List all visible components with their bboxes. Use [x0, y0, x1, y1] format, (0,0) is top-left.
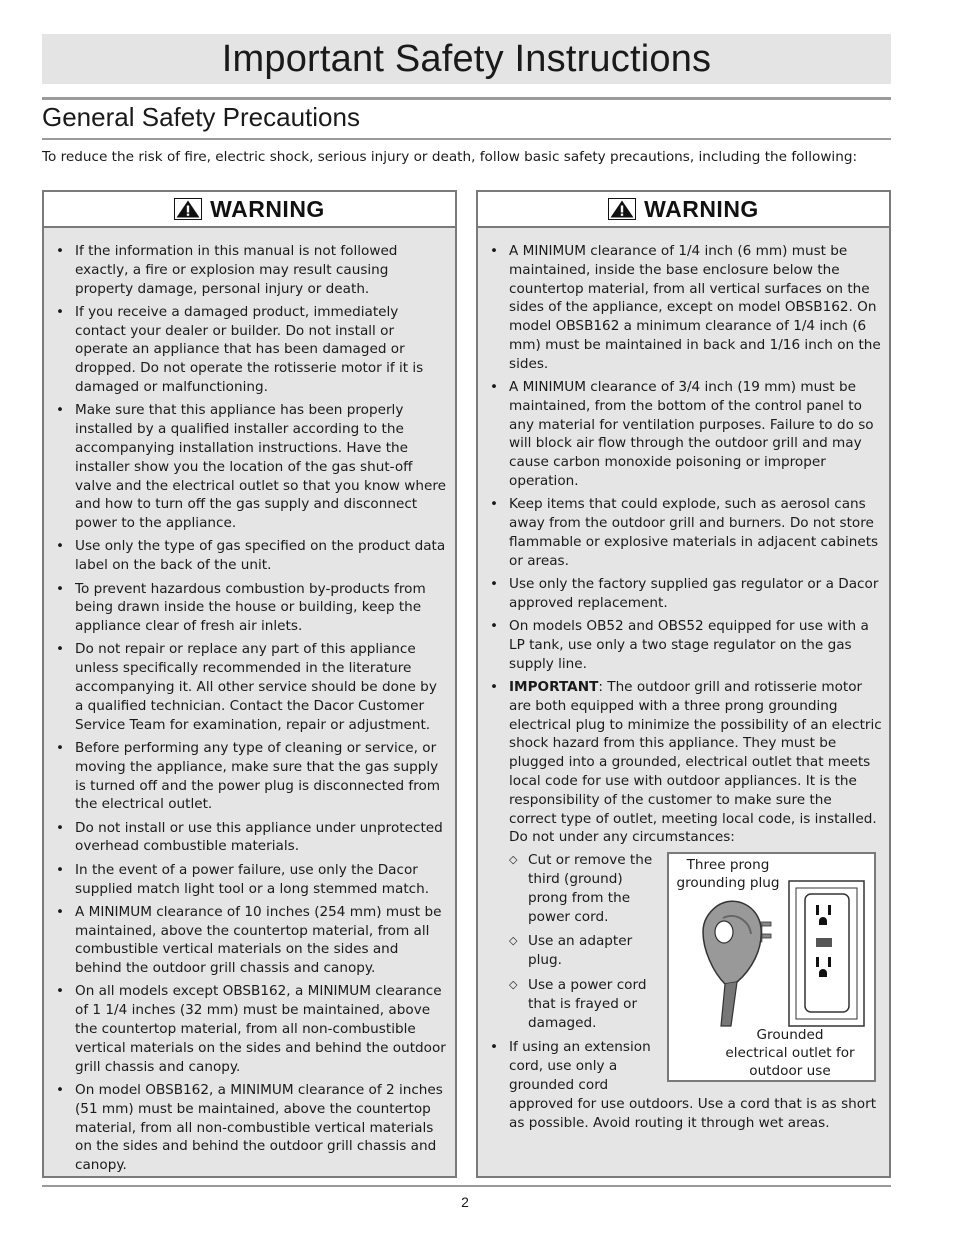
page-number: 2 [461, 1194, 469, 1210]
list-item: • Do not install or use this appliance under unprotected overhead combustible materials. [54, 819, 447, 857]
list-item: • Use only the type of gas specified on the product data label on the back of the unit. [54, 537, 447, 575]
divider-bottom [42, 1185, 891, 1187]
intro-text: To reduce the risk of fire, electric shock, serious injury or death, follow basic safety precautions, including the following: [42, 149, 858, 165]
warning-label: WARNING [210, 195, 325, 222]
list-item: • If the information in this manual is not followed exactly, a fire or explosion may result causing property damage, personal injury or death. [54, 242, 447, 298]
sub-item: ◇ Cut or remove the third (ground) prong from the power cord. [509, 851, 659, 926]
extension-rest: approved for use outdoors. Use a cord that is as short as possible. Avoid routing it through wet areas. [509, 1095, 877, 1131]
list-item: • On model OBSB162, a MINIMUM clearance of 2 inches (51 mm) must be maintained, above the countertop material, from all non-combustible vertical materials on the sides and behind the outdoor grill chassis and canopy. [54, 1081, 447, 1175]
list-item: • Use only the factory supplied gas regulator or a Dacor approved replacement. [488, 575, 883, 613]
page-title: Important Safety Instructions [221, 37, 712, 80]
list-item: • Keep items that could explode, such as aerosol cans away from the outdoor grill and burners. Do not store flammable or explosive materials in adjacent cabinets or areas. [488, 495, 883, 570]
outlet-label: Grounded electrical outlet for outdoor use [725, 1027, 855, 1079]
list-item: • Do not repair or replace any part of this appliance unless specifically recommended in the literature accompanying it. All other service should be done by a qualified technician. Contact the Dacor Customer Service Team for examination, repair or adjustment. [54, 640, 447, 734]
list-item: • A MINIMUM clearance of 3/4 inch (19 mm) must be maintained, from the bottom of the control panel to any material for ventilation purposes. Failure to do so will block air flow through the outdoor grill and may cause carbon monoxide poisoning or improper operation. [488, 378, 883, 491]
list-item: • A MINIMUM clearance of 10 inches (254 mm) must be maintained, above the countertop material, from all combustible vertical materials on the sides and behind the outdoor grill chassis and canopy. [54, 903, 447, 978]
title-bar [42, 34, 891, 84]
plug-outlet-figure [667, 852, 876, 1082]
grounded-outlet-icon [789, 881, 864, 1026]
list-item: • A MINIMUM clearance of 1/4 inch (6 mm) must be maintained, inside the base enclosure below the countertop material, from all vertical surfaces on the sides of the appliance, except on model OBSB162. On model OBSB162 a minimum clearance of 1/4 inch (6 mm) must be maintained in back and 1/16 inch on the sides. [488, 242, 883, 374]
three-prong-plug-icon [703, 901, 771, 1026]
important-text: : The outdoor grill and rotisserie motor are both equipped with a three prong grounding electrical plug to minimize the possibility of an electric shock hazard from this appliance. They must be plugged into a grounded, electrical outlet that meets local code for use with outdoor appliances. It is the responsibility of the customer to make sure the correct type of outlet, meeting local code, is installed. Do not under any circumstances: [509, 679, 882, 846]
warning-header [44, 192, 455, 228]
warning-panel-right [476, 190, 891, 1178]
section-title: General Safety Precautions [42, 102, 360, 132]
list-item: • Make sure that this appliance has been properly installed by a qualified installer according to the accompanying installation instructions. Have the installer show you the location of the gas shut-off valve and the electrical outlet so that you know where and how to turn off the gas supply and disconnect power to the appliance. [54, 401, 447, 533]
warning-triangle-icon [174, 198, 202, 220]
list-item: • Before performing any type of cleaning or service, or moving the appliance, make sure that the gas supply is turned off and the power plug is disconnected from the electrical outlet. [54, 739, 447, 814]
divider-top [42, 97, 891, 100]
warning-label: WARNING [644, 195, 759, 222]
warning-list-left [54, 242, 447, 1179]
divider-section [42, 138, 891, 140]
important-label: IMPORTANT [509, 679, 599, 696]
sub-item: ◇ Use an adapter plug. [509, 932, 659, 970]
list-item: • In the event of a power failure, use only the Dacor supplied match light tool or a long stemmed match. [54, 861, 447, 899]
plug-label: Three prong grounding plug [676, 857, 780, 891]
warning-triangle-icon [608, 198, 636, 220]
list-item: • On all models except OBSB162, a MINIMUM clearance of 1 1/4 inches (32 mm) must be maintained, above the countertop material, from all non-combustible vertical materials on the sides and behind the outdoor grill chassis and canopy. [54, 982, 447, 1076]
list-item: • To prevent hazardous combustion by-products from being drawn inside the house or building, keep the appliance clear of fresh air inlets. [54, 580, 447, 636]
warning-panel-left [42, 190, 457, 1178]
list-item: • If you receive a damaged product, immediately contact your dealer or builder. Do not install or operate an appliance that has been damaged or dropped. Do not operate the rotisserie motor if it is damaged or malfunctioning. [54, 303, 447, 397]
warning-header [478, 192, 889, 228]
prohibited-actions-list [509, 851, 659, 1032]
extension-lead: • If using an extension cord, use only a grounded cord [509, 1039, 651, 1093]
list-item: • On models OB52 and OBS52 equipped for use with a LP tank, use only a two stage regulator on the gas supply line. [488, 617, 883, 673]
sub-item: ◇ Use a power cord that is frayed or damaged. [509, 976, 659, 1032]
